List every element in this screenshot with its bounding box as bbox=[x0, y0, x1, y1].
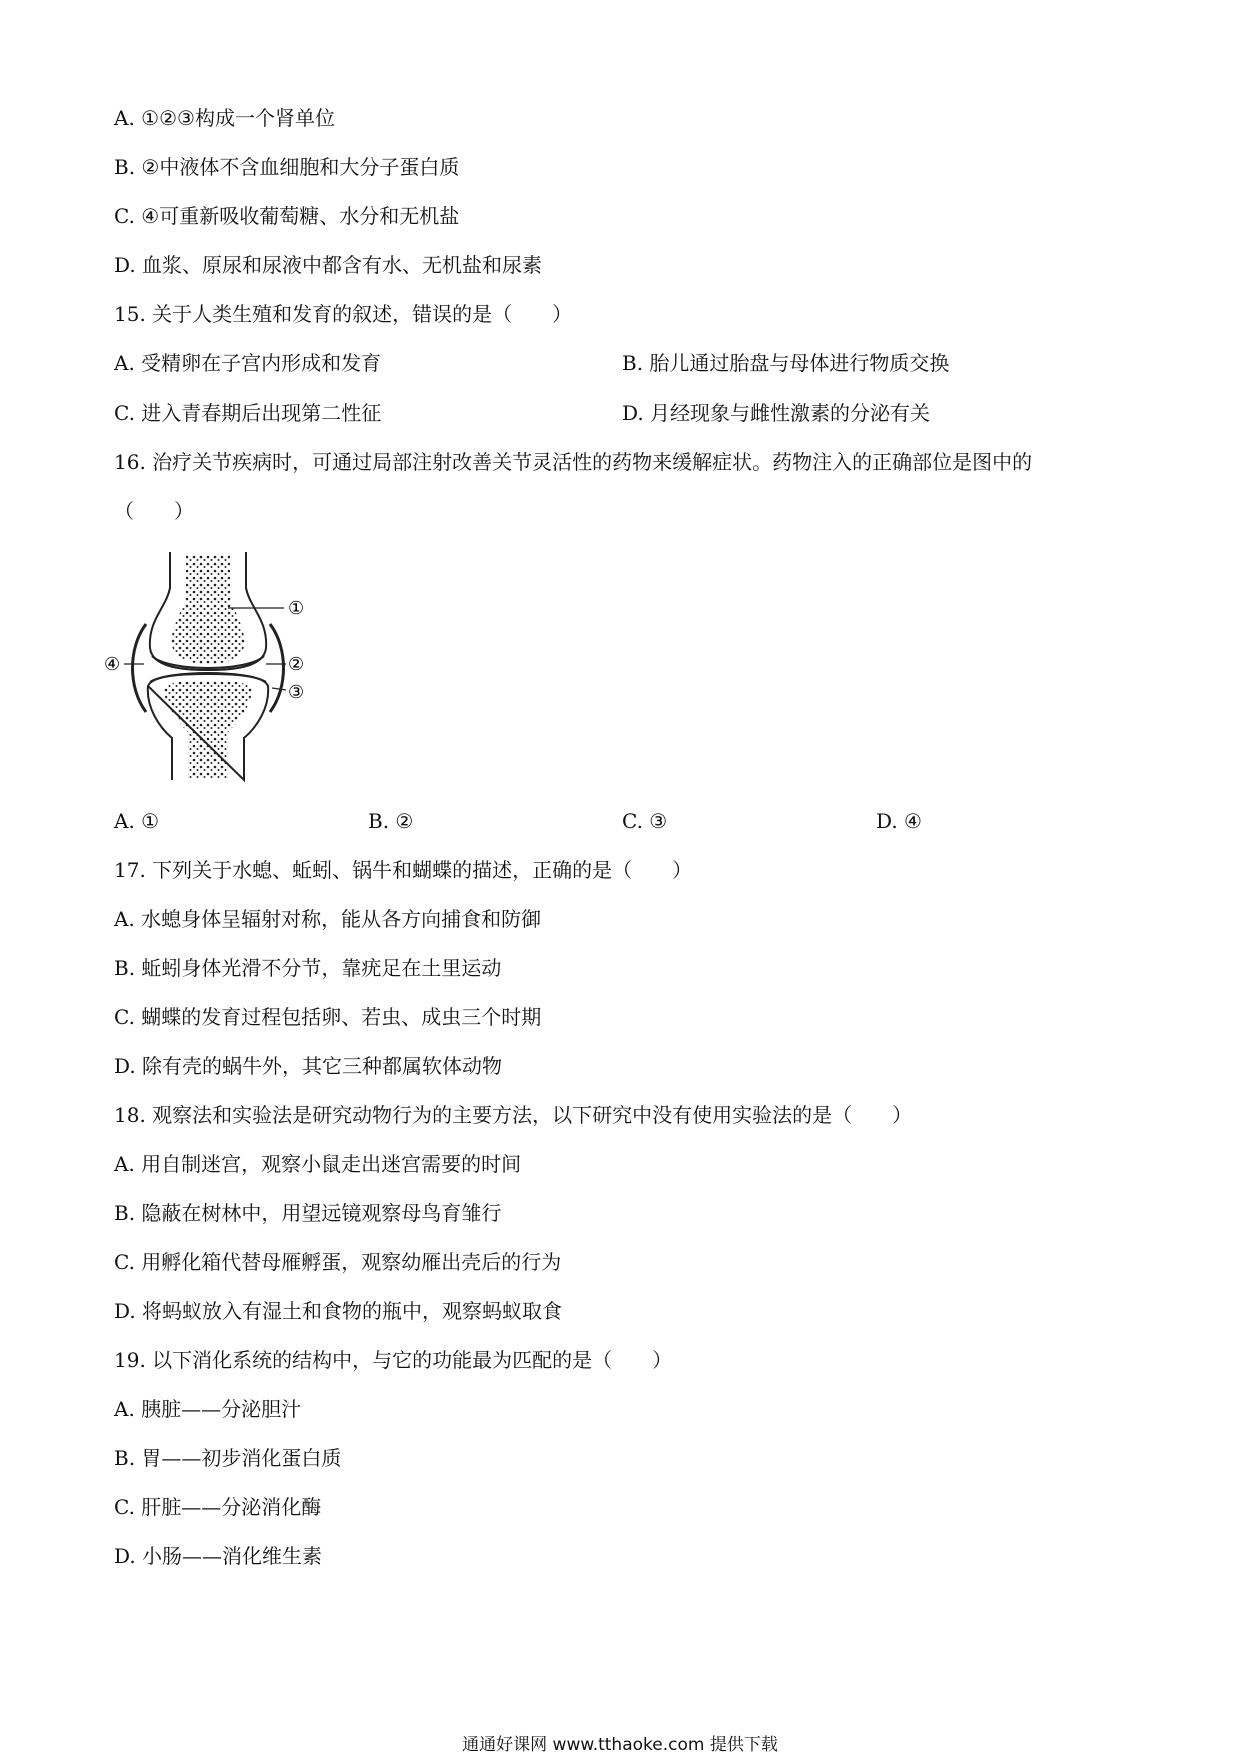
q19-option-b: B. 胃——初步消化蛋白质 bbox=[114, 1446, 342, 1470]
q18-option-d: D. 将蚂蚁放入有湿土和食物的瓶中，观察蚂蚁取食 bbox=[114, 1299, 563, 1323]
q18-stem: 18. 观察法和实验法是研究动物行为的主要方法，以下研究中没有使用实验法的是（ ） bbox=[114, 1103, 913, 1127]
q17-stem: 17. 下列关于水螅、蚯蚓、锅牛和蝴蝶的描述，正确的是（ ） bbox=[114, 858, 693, 882]
q16-option-c: C. ③ bbox=[622, 809, 668, 833]
q16-option-d: D. ④ bbox=[876, 809, 922, 833]
q15-option-d: D. 月经现象与雌性激素的分泌有关 bbox=[622, 401, 931, 425]
q19-option-d: D. 小肠——消化维生素 bbox=[114, 1544, 323, 1568]
q19-option-a: A. 胰脏——分泌胆汁 bbox=[114, 1397, 302, 1421]
joint-diagram bbox=[104, 548, 308, 784]
q19-option-c: C. 肝脏——分泌消化酶 bbox=[114, 1495, 322, 1519]
figure-label-3: ③ bbox=[288, 682, 305, 703]
q18-option-a: A. 用自制迷宫，观察小鼠走出迷宫需要的时间 bbox=[114, 1152, 522, 1176]
q16-option-b: B. ② bbox=[368, 809, 414, 833]
q14-option-b: B. ②中液体不含血细胞和大分子蛋白质 bbox=[114, 155, 460, 179]
q17-option-b: B. 蚯蚓身体光滑不分节，靠疣足在土里运动 bbox=[114, 956, 502, 980]
figure-label-1: ① bbox=[288, 598, 305, 619]
q16-option-a: A. ① bbox=[114, 809, 160, 833]
q15-stem: 15. 关于人类生殖和发育的叙述，错误的是（ ） bbox=[114, 302, 573, 326]
q17-option-c: C. 蝴蝶的发育过程包括卵、若虫、成虫三个时期 bbox=[114, 1005, 542, 1029]
q14-option-c: C. ④可重新吸收葡萄糖、水分和无机盐 bbox=[114, 204, 460, 228]
q14-option-a: A. ①②③构成一个肾单位 bbox=[114, 106, 335, 130]
q14-option-d: D. 血浆、原尿和尿液中都含有水、无机盐和尿素 bbox=[114, 253, 543, 277]
q19-stem: 19. 以下消化系统的结构中，与它的功能最为匹配的是（ ） bbox=[114, 1348, 673, 1372]
q17-option-d: D. 除有壳的蜗牛外，其它三种都属软体动物 bbox=[114, 1054, 503, 1078]
q15-option-c: C. 进入青春期后出现第二性征 bbox=[114, 401, 382, 425]
figure-label-2: ② bbox=[288, 654, 305, 675]
joint-capsule bbox=[133, 624, 147, 712]
figure-label-4: ④ bbox=[104, 654, 121, 675]
q15-option-b: B. 胎儿通过胎盘与母体进行物质交换 bbox=[622, 351, 950, 375]
page-footer: 通通好课网 www.tthaoke.com 提供下载 bbox=[462, 1735, 778, 1755]
q16-stem-continued: （ ） bbox=[114, 499, 194, 523]
q18-option-b: B. 隐蔽在树林中，用望远镜观察母鸟育雏行 bbox=[114, 1201, 502, 1225]
q18-option-c: C. 用孵化箱代替母雁孵蛋，观察幼雁出壳后的行为 bbox=[114, 1250, 562, 1274]
q17-option-a: A. 水螅身体呈辐射对称，能从各方向捕食和防御 bbox=[114, 907, 542, 931]
q15-option-a: A. 受精卵在子宫内形成和发育 bbox=[114, 351, 382, 375]
q16-stem: 16. 治疗关节疾病时，可通过局部注射改善关节灵活性的药物来缓解症状。药物注入的正确部位是图中的 bbox=[114, 450, 1033, 474]
